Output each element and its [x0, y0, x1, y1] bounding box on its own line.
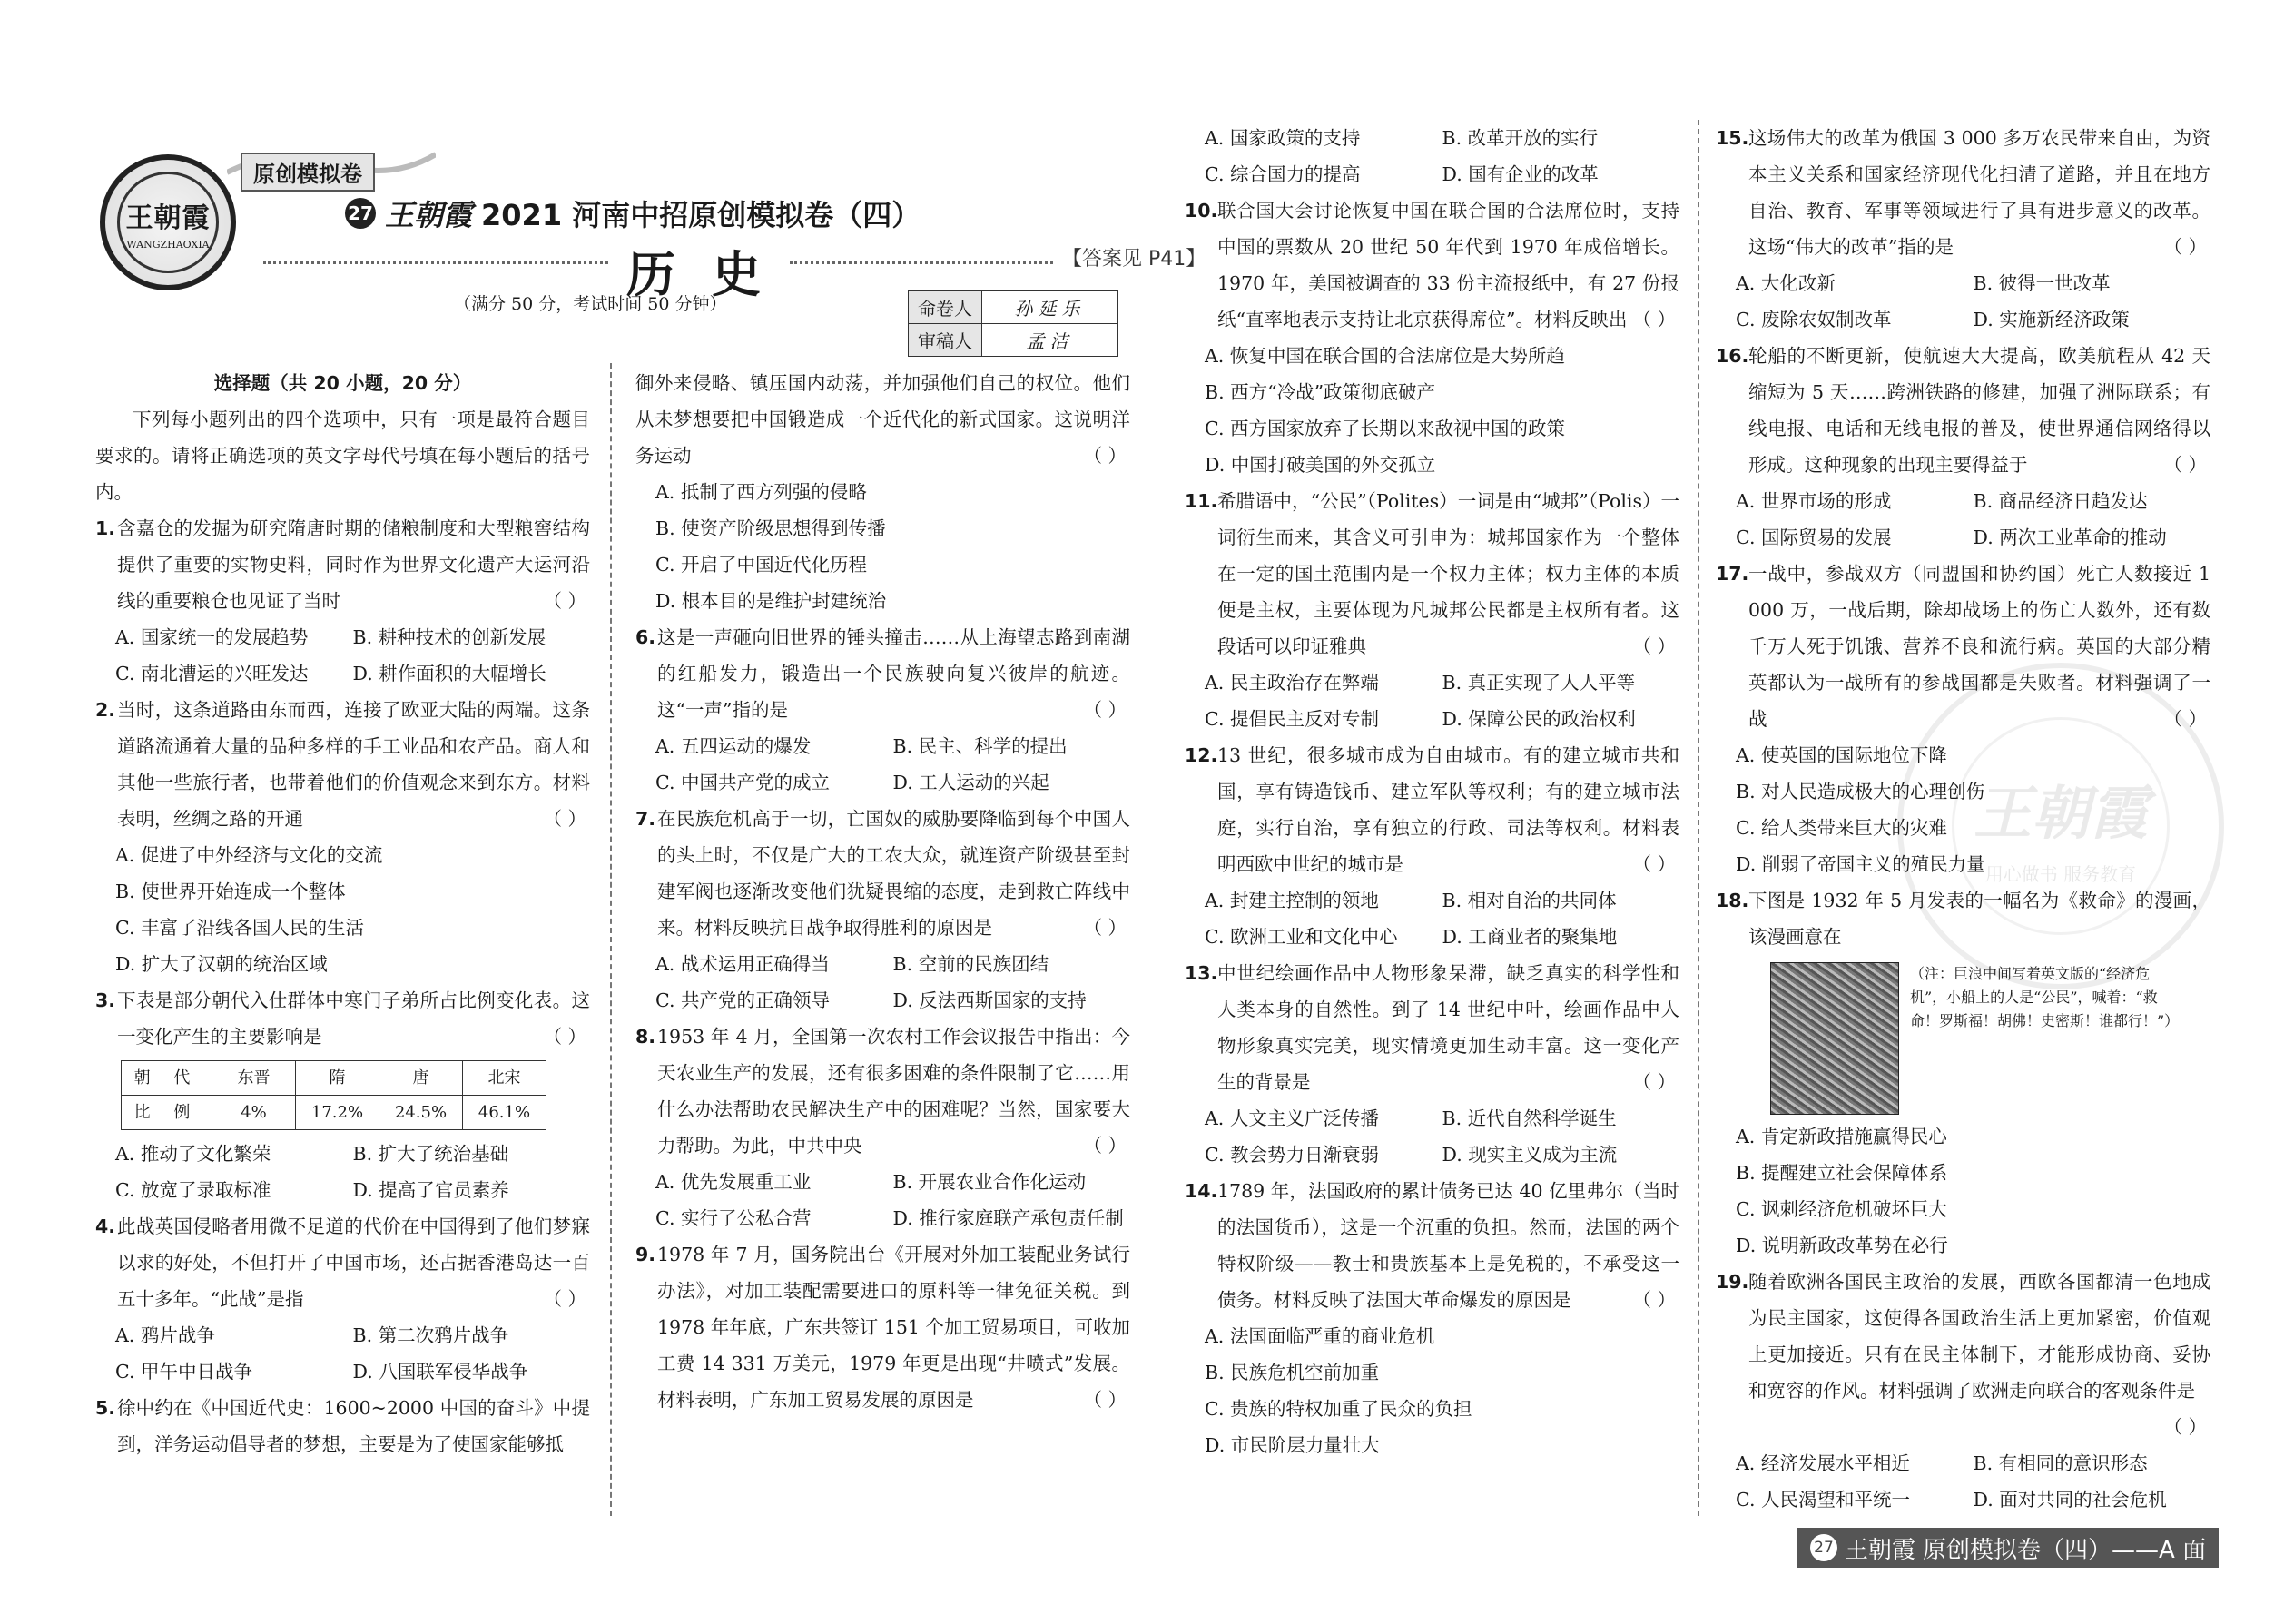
question-number: 8.	[635, 1026, 656, 1048]
footer-number: 27	[1810, 1534, 1837, 1561]
options	[635, 474, 1130, 619]
question-18	[1716, 882, 2210, 1264]
question-16	[1716, 338, 2210, 556]
staff-row	[909, 324, 1118, 357]
option[interactable]: C. 欧洲工业和文化中心	[1205, 926, 1398, 948]
option[interactable]: B. 使世界开始连成一个整体	[115, 881, 346, 902]
question-stem: 联合国大会讨论恢复中国在联合国的合法席位时，支持中国的票数从 20 世纪 50 年代到 1970 年成倍增长。1970 年，美国被调查的 33 份主流报纸中，有 27 份报纸“直率地表示支持让北京获得席位”。材料反映出	[1217, 200, 1679, 330]
option[interactable]: B. 民族危机空前加重	[1205, 1362, 1380, 1383]
table-header: 比 例	[122, 1096, 212, 1130]
option[interactable]: D. 反法西斯国家的支持	[892, 989, 1087, 1011]
option[interactable]: D. 工人运动的兴起	[892, 772, 1049, 793]
table-cell: 隋	[296, 1061, 379, 1096]
question-stem: 1953 年 4 月，全国第一次农村工作会议报告中指出：今天农业生产的发展，还有很多困难的条件限制了它……用什么办法帮助农民解决生产中的困难呢？当然，国家要大力帮助。为此，中共中央	[657, 1026, 1130, 1156]
exam-number: 27	[345, 198, 376, 229]
question-number: 3.	[95, 989, 116, 1011]
options	[1716, 1118, 2210, 1264]
option[interactable]: C. 提倡民主反对专制	[1205, 708, 1379, 730]
option[interactable]: A. 促进了中外经济与文化的交流	[115, 844, 383, 866]
options	[1716, 737, 2210, 882]
option[interactable]: B. 耕种技术的创新发展	[352, 626, 546, 648]
option[interactable]: A. 肯定新政措施赢得民心	[1736, 1126, 1947, 1147]
options	[95, 1136, 590, 1208]
option[interactable]: C. 讽刺经济危机破坏巨大	[1736, 1198, 1947, 1220]
answer-blank[interactable]: （ ）	[543, 1026, 586, 1048]
answer-blank[interactable]: （ ）	[2163, 236, 2207, 258]
option[interactable]: B. 改革开放的实行	[1442, 127, 1599, 149]
answer-blank[interactable]: （ ）	[1632, 1071, 1676, 1093]
option[interactable]: C. 中国共产党的成立	[655, 772, 830, 793]
options	[635, 946, 1130, 1019]
option[interactable]: A. 抵制了西方列强的侵略	[655, 481, 867, 503]
option[interactable]: C. 实行了公私合营	[655, 1207, 812, 1229]
table-cell: 17.2%	[296, 1096, 379, 1130]
staff-name: 孙延乐	[982, 291, 1118, 324]
option[interactable]: C. 国际贸易的发展	[1736, 527, 1892, 548]
option[interactable]: D. 耕作面积的大幅增长	[352, 663, 546, 684]
option[interactable]: B. 对人民造成极大的心理创伤	[1736, 781, 1985, 802]
question-stem: 这场伟大的改革为俄国 3 000 多万农民带来自由，为资本主义关系和国家经济现代化扫清了道路，并且在地方自治、教育、军事等领域进行了具有进步意义的改革。这场“伟大的改革”指的是	[1748, 127, 2210, 258]
table-header: 朝 代	[122, 1061, 212, 1096]
cartoon-note: （注：巨浪中间写着英文版的“经济危机”，小船上的人是“公民”，喊着：“救命！罗斯福！胡佛！史密斯！谁都行！”）	[1910, 965, 2180, 1029]
brand-seal	[100, 154, 236, 290]
answer-blank[interactable]: （ ）	[1083, 699, 1127, 721]
option[interactable]: A. 恢复中国在联合国的合法席位是大势所趋	[1205, 345, 1565, 367]
option[interactable]: B. 真正实现了人人平等	[1442, 672, 1636, 694]
answer-blank[interactable]: （ ）	[2163, 454, 2207, 476]
options	[95, 619, 590, 692]
option[interactable]: D. 现实主义成为主流	[1442, 1144, 1618, 1166]
question-6	[635, 619, 1130, 801]
option[interactable]: C. 共产党的正确领导	[655, 989, 830, 1011]
question-13	[1185, 955, 1679, 1173]
watermark-slogan: 用心做书 服务教育	[1984, 862, 2137, 885]
seal-sub: WANGZHAOXIA	[126, 238, 210, 251]
cartoon-figure	[1770, 962, 2210, 1115]
ratio-table	[121, 1060, 546, 1130]
question-stem: 轮船的不断更新，使航速大大提高，欧美航程从 42 天缩短为 5 天……跨洲铁路的修建，加强了洲际联系；有线电报、电话和无线电报的普及，使世界通信网络得以形成。这种现象的出现主要得益于	[1748, 345, 2210, 476]
question-7	[635, 801, 1130, 1019]
option[interactable]: A. 使英国的国际地位下降	[1736, 744, 1947, 766]
footer-brand: 王朝霞	[1845, 1536, 1916, 1564]
option[interactable]: A. 民主政治存在弊端	[1205, 672, 1379, 694]
question-number: 5.	[95, 1397, 116, 1419]
question-9	[635, 1236, 1130, 1418]
answer-blank[interactable]: （ ）	[1632, 309, 1676, 330]
table-cell: 24.5%	[379, 1096, 463, 1130]
question-number: 17.	[1716, 563, 1749, 585]
answer-blank[interactable]: （ ）	[1083, 1135, 1127, 1156]
answer-blank[interactable]: （ ）	[1083, 917, 1127, 939]
question-number: 16.	[1716, 345, 1749, 367]
option[interactable]: C. 废除农奴制改革	[1736, 309, 1892, 330]
question-17	[1716, 556, 2210, 882]
question-9-options	[1185, 120, 1679, 192]
question-5-continued	[635, 365, 1130, 619]
answer-blank[interactable]: （ ）	[543, 808, 586, 830]
question-stem: 1789 年，法国政府的累计债务已达 40 亿里弗尔（当时的法国货币），这是一个沉重的负担。然而，法国的两个特权阶级——教士和贵族基本上是免税的，不承受这一债务。材料反映了法国大革命爆发的原因是	[1217, 1180, 1679, 1311]
option[interactable]: D. 推行家庭联产承包责任制	[892, 1207, 1124, 1229]
question-12	[1185, 737, 1679, 955]
answer-blank[interactable]: （ ）	[2163, 708, 2207, 730]
option[interactable]: B. 开展农业合作化运动	[892, 1171, 1087, 1193]
question-number: 7.	[635, 808, 656, 830]
option[interactable]: B. 有相同的意识形态	[1973, 1452, 2148, 1474]
question-number: 6.	[635, 626, 656, 648]
table-cell: 唐	[379, 1061, 463, 1096]
answer-blank[interactable]: （ ）	[1632, 1289, 1676, 1311]
section-title: 选择题（共 20 小题，20 分）	[213, 372, 472, 394]
title-brand: 王朝霞	[385, 198, 473, 232]
question-stem: 中世纪绘画作品中人物形象呆滞，缺乏真实的科学性和人类本身的自然性。到了 14 世纪中叶，绘画作品中人物形象真实完美，现实情境更加生动丰富。这一变化产生的背景是	[1217, 962, 1679, 1093]
answer-blank[interactable]: （ ）	[1632, 635, 1676, 657]
option[interactable]: D. 面对共同的社会危机	[1973, 1489, 2167, 1511]
question-number: 13.	[1185, 962, 1218, 984]
options	[1185, 1100, 1679, 1173]
option[interactable]: C. 丰富了沿线各国人民的生活	[115, 917, 364, 939]
question-2	[95, 692, 590, 982]
question-4	[95, 1208, 590, 1390]
question-number: 14.	[1185, 1180, 1218, 1202]
option[interactable]: B. 西方“冷战”政策彻底破产	[1205, 381, 1436, 403]
option[interactable]: B. 提醒建立社会保障体系	[1736, 1162, 1948, 1184]
option[interactable]: A. 优先发展重工业	[655, 1171, 812, 1193]
watermark-brand: 王朝霞	[1974, 779, 2148, 848]
options	[1185, 664, 1679, 737]
options	[635, 728, 1130, 801]
answer-blank[interactable]: （ ）	[1632, 853, 1676, 875]
option[interactable]: C. 开启了中国近代化历程	[655, 554, 867, 576]
table-cell: 46.1%	[463, 1096, 546, 1130]
seal-brand: 王朝霞	[125, 202, 211, 234]
option[interactable]: B. 扩大了统治基础	[352, 1143, 509, 1165]
option[interactable]: B. 彼得一世改革	[1973, 272, 2111, 294]
options	[1716, 265, 2210, 338]
option[interactable]: D. 八国联军侵华战争	[352, 1361, 528, 1383]
table-cell: 4%	[212, 1096, 296, 1130]
option[interactable]: C. 综合国力的提高	[1205, 163, 1361, 185]
question-stem: 一战中，参战双方（同盟国和协约国）死亡人数接近 1 000 万，一战后期，除却战场上的伤亡人数外，还有数千万人死于饥饿、营养不良和流行病。英国的大部分精英都认为一战所有的参战国都是失败者。材料强调了一战	[1748, 563, 2210, 730]
option[interactable]: A. 封建主控制的领地	[1205, 890, 1379, 911]
answer-blank[interactable]: （ ）	[543, 1288, 586, 1310]
column-divider	[610, 363, 612, 1516]
option[interactable]: A. 国家政策的支持	[1205, 127, 1361, 149]
option[interactable]: B. 相对自治的共同体	[1442, 890, 1617, 911]
question-11	[1185, 483, 1679, 737]
question-stem: 这是一声砸向旧世界的锤头撞击……从上海望志路到南湖的红船发力，锻造出一个民族驶向复兴彼岸的航迹。这“一声”指的是	[657, 626, 1130, 721]
dotted-rule-right	[790, 261, 1053, 264]
question-number: 4.	[95, 1216, 116, 1237]
question-number: 1.	[95, 517, 116, 539]
option[interactable]: C. 给人类带来巨大的灾难	[1736, 817, 1947, 839]
option[interactable]: D. 说明新政改革势在必行	[1736, 1235, 1948, 1256]
option[interactable]: B. 民主、科学的提出	[892, 735, 1068, 757]
question-10	[1185, 192, 1679, 483]
option[interactable]: D. 保障公民的政治权利	[1442, 708, 1636, 730]
option[interactable]: A. 五四运动的爆发	[655, 735, 812, 757]
subject-row	[263, 236, 1207, 303]
question-stem: 徐中约在《中国近代史：1600~2000 中国的奋斗》中提到，洋务运动倡导者的梦想，主要是为了使国家能够抵	[117, 1397, 590, 1455]
column-1	[95, 365, 590, 1462]
options	[95, 1317, 590, 1390]
option[interactable]: C. 西方国家放弃了长期以来敌视中国的政策	[1205, 418, 1565, 439]
column-divider	[1698, 120, 1699, 1516]
option[interactable]: A. 推动了文化繁荣	[115, 1143, 271, 1165]
question-8	[635, 1019, 1130, 1236]
question-14	[1185, 1173, 1679, 1463]
option[interactable]: D. 根本目的是维护封建统治	[655, 590, 887, 612]
exam-info: （满分 50 分，考试时间 50 分钟）	[454, 294, 727, 314]
staff-role: 命卷人	[909, 291, 982, 324]
question-15	[1716, 120, 2210, 338]
options	[1185, 882, 1679, 955]
options	[95, 837, 590, 982]
question-number: 2.	[95, 699, 116, 721]
option[interactable]: D. 削弱了帝国主义的殖民力量	[1736, 853, 1985, 875]
page-footer	[1797, 1528, 2219, 1568]
exam-title	[345, 192, 921, 234]
option[interactable]: B. 使资产阶级思想得到传播	[655, 517, 886, 539]
option[interactable]: C. 放宽了录取标准	[115, 1179, 271, 1201]
dotted-rule-left	[263, 261, 608, 264]
question-stem: 随着欧洲各国民主政治的发展，西欧各国都清一色地成为民主国家，这使得各国政治生活上更加紧密，价值观上更加接近。只有在民主体制下，才能形成协商、妥协和宽容的作风。材料强调了欧洲走向联合的客观条件是	[1748, 1271, 2210, 1402]
question-stem: 1978 年 7 月，国务院出台《开展对外加工装配业务试行办法》，对加工装配需要进口的原料等一律免征关税。到 1978 年年底，广东共签订 151 个加工贸易项目，可收加工费 14 331 万美元，1979 年更是出现“井喷式”发展。材料表明，广东加工贸易发展的原因是	[657, 1244, 1130, 1411]
option[interactable]: D. 提高了官员素养	[352, 1179, 509, 1201]
option[interactable]: A. 大化改新	[1736, 272, 1836, 294]
question-number: 11.	[1185, 490, 1218, 512]
table-cell: 东晋	[212, 1061, 296, 1096]
option[interactable]: C. 南北漕运的兴旺发达	[115, 663, 309, 684]
option[interactable]: B. 第二次鸦片战争	[352, 1324, 509, 1346]
option[interactable]: A. 世界市场的形成	[1736, 490, 1892, 512]
question-1	[95, 510, 590, 692]
question-stem: 此战英国侵略者用微不足道的代价在中国得到了他们梦寐以求的好处，不但打开了中国市场，还占据香港岛达一百五十多年。“此战”是指	[117, 1216, 590, 1310]
question-stem: 13 世纪，很多城市成为自由城市。有的建立城市共和国，享有铸造钱币、建立军队等权利；有的建立城市法庭，实行自治，享有独立的行政、司法等权利。材料表明西欧中世纪的城市是	[1217, 744, 1679, 875]
option[interactable]: B. 空前的民族团结	[892, 953, 1049, 975]
question-stem: 当时，这条道路由东而西，连接了欧亚大陆的两端。这条道路流通着大量的品种多样的手工业品和农产品。商人和其他一些旅行者，也带着他们的价值观念来到东方。材料表明，丝绸之路的开通	[117, 699, 590, 830]
option[interactable]: C. 贵族的特权加重了民众的负担	[1205, 1398, 1472, 1420]
question-stem: 希腊语中，“公民”（Polites）一词是由“城邦”（Polis）一词衍生而来，其含义可引申为：城邦国家作为一个整体在一定的国土范围内是一个权力主体；权力主体的本质便是主权，主要体现为凡城邦公民都是主权所有者。这段话可以印证雅典	[1217, 490, 1679, 657]
cartoon-image	[1770, 962, 1899, 1115]
answer-blank[interactable]: （ ）	[2163, 1416, 2207, 1438]
option[interactable]: A. 人文主义广泛传播	[1205, 1107, 1379, 1129]
question-5	[95, 1390, 590, 1462]
option[interactable]: A. 战术运用正确得当	[655, 953, 830, 975]
option[interactable]: A. 国家统一的发展趋势	[115, 626, 309, 648]
answer-blank[interactable]: （ ）	[1083, 1389, 1127, 1411]
options	[1716, 1445, 2210, 1518]
option[interactable]: A. 鸦片战争	[115, 1324, 215, 1346]
option[interactable]: C. 教会势力日渐衰弱	[1205, 1144, 1379, 1166]
option[interactable]: D. 扩大了汉朝的统治区域	[115, 953, 328, 975]
option[interactable]: D. 实施新经济政策	[1973, 309, 2130, 330]
options	[635, 1164, 1130, 1236]
staff-row	[909, 291, 1118, 324]
option[interactable]: B. 近代自然科学诞生	[1442, 1107, 1617, 1129]
answer-blank[interactable]: （ ）	[1083, 445, 1127, 467]
options	[1185, 1318, 1679, 1463]
question-stem: 下表是部分朝代入仕群体中寒门子弟所占比例变化表。这一变化产生的主要影响是	[117, 989, 590, 1048]
option[interactable]: A. 经济发展水平相近	[1736, 1452, 1910, 1474]
column-2	[635, 365, 1130, 1418]
option[interactable]: D. 国有企业的改革	[1442, 163, 1599, 185]
options	[1716, 483, 2210, 556]
column-4	[1716, 120, 2210, 1518]
column-3	[1185, 120, 1679, 1463]
table-cell: 北宋	[463, 1061, 546, 1096]
question-number: 19.	[1716, 1271, 1749, 1293]
question-number: 18.	[1716, 890, 1749, 911]
series-badge: 原创模拟卷	[241, 153, 375, 192]
question-stem: 在民族危机高于一切，亡国奴的威胁要降临到每个中国人的头上时，不仅是广大的工农大众，就连资产阶级甚至封建军阀也逐渐改变他们犹疑畏缩的态度，走到救亡阵线中来。材料反映抗日战争取得胜利的原因是	[657, 808, 1130, 939]
option[interactable]: D. 两次工业革命的推动	[1973, 527, 2167, 548]
option[interactable]: B. 商品经济日趋发达	[1973, 490, 2148, 512]
option[interactable]: C. 甲午中日战争	[115, 1361, 252, 1383]
staff-role: 审稿人	[909, 324, 982, 357]
section-instruction: 下列每小题列出的四个选项中，只有一项是最符合题目要求的。请将正确选项的英文字母代号填在每小题后的括号内。	[95, 408, 590, 503]
staff-table	[908, 290, 1118, 357]
option[interactable]: A. 法国面临严重的商业危机	[1205, 1325, 1435, 1347]
subject-title: 历史	[626, 245, 797, 303]
option[interactable]: C. 人民渴望和平统一	[1736, 1489, 1910, 1511]
footer-label: 原创模拟卷（四）——A 面	[1923, 1536, 2207, 1564]
question-19	[1716, 1264, 2210, 1518]
question-number: 15.	[1716, 127, 1749, 149]
option[interactable]: D. 中国打破美国的外交孤立	[1205, 454, 1436, 476]
staff-name: 孟洁	[982, 324, 1118, 357]
question-stem: 御外来侵略、镇压国内动荡，并加强他们自己的权位。他们从未梦想要把中国锻造成一个近代化的新式国家。这说明洋务运动	[635, 372, 1130, 467]
question-stem: 含嘉仓的发掘为研究隋唐时期的储粮制度和大型粮窖结构提供了重要的实物史料，同时作为世界文化遗产大运河沿线的重要粮仓也见证了当时	[117, 517, 590, 612]
answer-reference: 【答案见 P41】	[1062, 248, 1206, 271]
options	[1185, 338, 1679, 483]
answer-blank[interactable]: （ ）	[543, 590, 586, 612]
title-text: 2021 河南中招原创模拟卷（四）	[481, 198, 921, 232]
question-number: 12.	[1185, 744, 1218, 766]
question-3	[95, 982, 590, 1208]
question-number: 9.	[635, 1244, 656, 1265]
question-number: 10.	[1185, 200, 1218, 221]
question-stem: 下图是 1932 年 5 月发表的一幅名为《救命》的漫画，该漫画意在	[1748, 890, 2210, 948]
option[interactable]: D. 工商业者的聚集地	[1442, 926, 1618, 948]
option[interactable]: D. 市民阶层力量壮大	[1205, 1434, 1380, 1456]
